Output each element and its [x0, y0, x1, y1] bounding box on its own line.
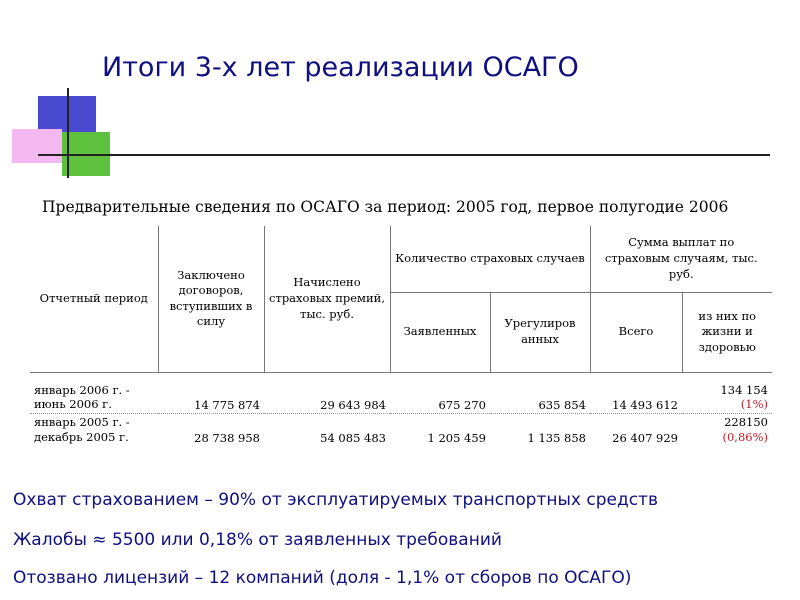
header-payments-total: Всего	[590, 292, 682, 372]
table-row	[30, 414, 772, 446]
header-cases-group: Количество страховых случаев	[390, 226, 590, 292]
table-row	[30, 372, 772, 414]
row-cases-declared: 1 205 459	[390, 414, 490, 446]
row-contracts: 28 738 958	[158, 414, 264, 446]
header-contracts: Заключено договоров, вступивших в силу	[158, 226, 264, 372]
row-payments-life-share: (1%)	[740, 397, 768, 412]
row-contracts: 14 775 874	[158, 372, 264, 414]
row-period: январь 2006 г. - июнь 2006 г.	[30, 372, 158, 414]
row-cases-settled: 635 854	[490, 372, 590, 414]
decor-pink-square	[12, 129, 62, 163]
row-payments-total: 14 493 612	[590, 372, 682, 414]
footer-licenses: Отозвано лицензий – 12 компаний (доля - 1,1% от сборов по ОСАГО)	[13, 568, 632, 588]
table-caption: Предварительные сведения по ОСАГО за период: 2005 год, первое полугодие 2006	[42, 198, 729, 216]
header-cases-settled: Урегулиров анных	[490, 292, 590, 372]
row-payments-life-share: (0,86%)	[722, 430, 768, 445]
header-payments-group: Сумма выплат по страховым случаям, тыс. руб.	[590, 226, 772, 292]
header-payments-life: из них по жизни и здоровью	[682, 292, 772, 372]
row-cases-declared: 675 270	[390, 372, 490, 414]
row-period: январь 2005 г. - декабрь 2005 г.	[30, 414, 158, 446]
header-period: Отчетный период	[30, 226, 158, 372]
row-cases-settled: 1 135 858	[490, 414, 590, 446]
row-payments-life: 134 154 (1%)	[682, 372, 772, 414]
footer-complaints: Жалобы ≈ 5500 или 0,18% от заявленных требований	[13, 530, 502, 550]
decor-vertical-line	[67, 88, 69, 178]
row-premiums: 54 085 483	[264, 414, 390, 446]
osago-table	[30, 226, 772, 446]
header-premiums: Начислено страховых премий, тыс. руб.	[264, 226, 390, 372]
row-premiums: 29 643 984	[264, 372, 390, 414]
header-cases-declared: Заявленных	[390, 292, 490, 372]
title-underline	[38, 154, 770, 156]
footer-coverage: Охват страхованием – 90% от эксплуатируемых транспортных средств	[13, 490, 658, 510]
slide-title: Итоги 3-х лет реализации ОСАГО	[102, 52, 579, 83]
row-payments-life: 228150 (0,86%)	[682, 414, 772, 446]
row-payments-total: 26 407 929	[590, 414, 682, 446]
